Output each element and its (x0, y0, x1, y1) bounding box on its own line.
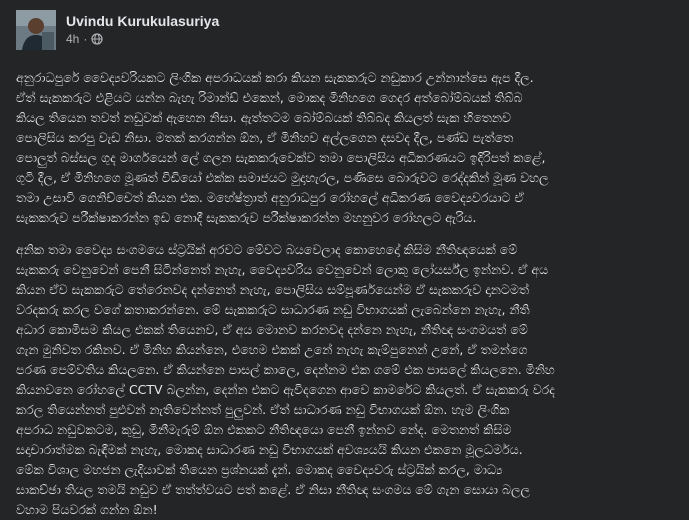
post-header (16, 10, 673, 54)
post-timestamp[interactable]: 4h (66, 32, 80, 46)
avatar-image (16, 10, 56, 50)
post-paragraph-2: අනික තමා වෛද්‍ය සංගමයෙ ස්ට්‍රයික් අරවට මේවට බයවෙලාද කොහෙදෝ කිසිම නීතිඥයෙක් මේ සැකකරු වෙනුවෙන් පෙනී සිටින්නෙත් නැහැ, වෛද්‍යවරිය වෙනුවෙන් ලොකු ලෝයර්ස්ල ඉන්නව. ඒ අය කියන ඒව සැකකරුට තේරෙනවද දන්නෙත් නැහැ, පොලිසිය සම්පූර්ණයෙන්ම ඒ සැකකරුව දානටමත් වරදකරු කරල වගේ කතාකරන්නෙ. මේ සැකකරුට සාධාරණ නඩු විභාගයක් ලැබෙන්නෙ නැහැ, නීති අධාර කොමිසම කියල එකක් තියෙනව, ඒ අය මොනව කරනවද දන්නෙ නැහැ, නීතිඥ සංගමයත් මේ ගැන මුනිවත රකිනව. ඒ මිනිහ කියන්නෙ, එහෙම එකක් උනේ නැහැ කැම්පුනෙන් උනේ, ඒ තමන්ගෙ පරණ පෙම්වතිය කියලනෙ. ඒ කියන්නෙ පාසල් කාලෙ, දෙන්නම එක ගමේ එක පාසලේ කියලනෙ. මිනිහ කියනවනෙ රෝහලේ CCTV බලන්න, දෙන්න එකට ඇවිදගෙන ආවෙ කාමරේට කියලත්. ඒ සැකකරු වරද කරල තියෙන්නත් පුළුවන් නැතිවෙන්නත් පුලුවන්. ඒත් සාධාරණ නඩු විභාගයක් ඕන. හැම ලිංගික අපරාධ නඩුවකටම, කුඩු, මිනීමැරුම් ඕන එකකට නීතිඥයො පෙනී ඉන්නව නේද. මෙතනත් කිසිම සදාචාරාත්මක බැඳීමක් නැහැ, මොකද සාධාරණ නඩු විභාගයක් අවශ්‍යයයි කියන එකනෙ මූලධර්මය. මේක විශාල මහජන ලැදියාවක් තියෙන ප්‍රශ්නයක් දැන්. මොකද වෛද්‍යවරු ස්ට්‍රයික් කරල, මාධ්‍ය සාකච්ඡා තියල තමයි නඩුව ඒ තත්ත්වයට පත් කළේ. ඒ නිසා නීතිඥ සංගමය මේ ගැන සොයා බලල වහාම පියවරක් ගන්න ඕන! (16, 242, 555, 517)
post-paragraph-1: අනුරාධපුරේ වෛද්‍යවරියකට ලිංගික අපරාධයක් කරා කියන සැකකරුට නඩුකාර උන්නාන්සෙ ඇප දීල. ඒත් සැකකරුට එළියට යන්න බැහැ රිමාන්ඩ් එකෙන්, මොකද මිනිහගෙ ගෙදර අත්බෝම්බයක් තිබ්බ කියල තියෙන තවත් නඩුවක් ඇහෙන නිසා. ඇත්තටම බෝම්බයක් තිබ්බද කියලත් සැක හිතෙනව පොලිසිය කරපු වැඩ නිසා. මතක් කරගන්න ඕන, ඒ මිනිහව අල්ලගෙන දසවද දීල, පණ්ඩ පැත්තෙ පොලුත් බස්සල ගුද මාර්ගයෙන් ලේ ගලන සැකකරුවෙක්ව තමා පොලිසිය අධිකරණයට ඉදිරිපත් කළේ, ගුටි දීල, ඒ මිනිහගෙ මූණත් විඩියෝ එක්ක සමාජයට මුදාහැරල, පණිසෙ බොරුවට රෙද්දකින් මූණ වහල තමා උසාවි ගෙනිච්චෙත් කියන එක. මහේෂ්ත්‍රාත් අනුරාධපුර රෝහලේ අධිකරණ වෛද්‍යවරයාට ඒ සැකකරුව පරීක්ෂාකරන්න ඉඩ නොදී සැකකරුව පරීක්ෂාකරන්න මහනුවර රෝහලට ඇරිය. (16, 70, 549, 225)
globe-icon (91, 33, 103, 45)
post-meta (66, 10, 219, 47)
post-body (16, 68, 673, 520)
author-name[interactable]: Uvindu Kurukulasuriya (66, 13, 220, 29)
post-subline (66, 31, 219, 47)
separator-dot: · (83, 32, 88, 46)
author-avatar[interactable] (16, 10, 56, 50)
